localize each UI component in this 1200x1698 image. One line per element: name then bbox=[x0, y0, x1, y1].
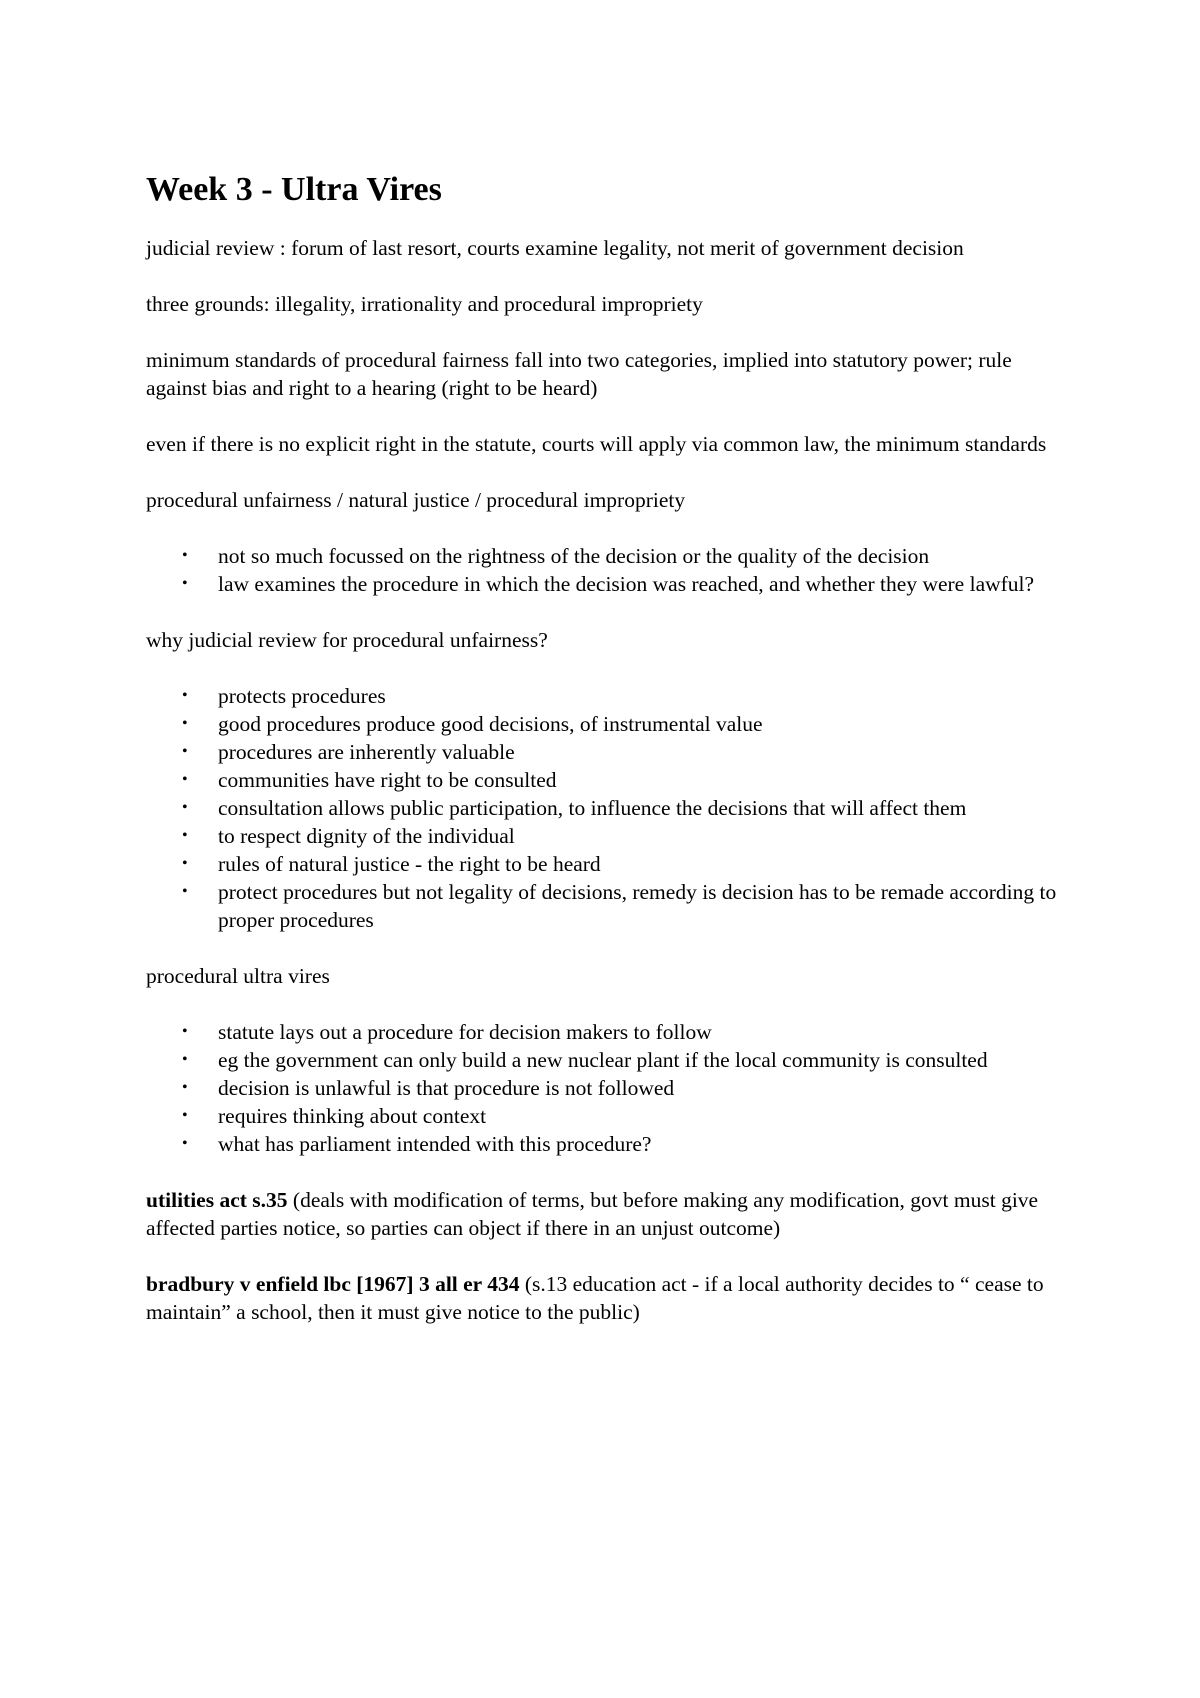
paragraph-minimum-standards: minimum standards of procedural fairness fall into two categories, implied into statutory power; rule against bias and right to a hearing (right to be heard) bbox=[146, 348, 1012, 400]
list-item: • protect procedures but not legality of decisions, remedy is decision has to be remade according to proper procedures bbox=[182, 880, 1057, 932]
paragraph-common-law: even if there is no explicit right in the statute, courts will apply via common law, the minimum standards bbox=[146, 432, 1047, 456]
bullet-icon: • bbox=[182, 771, 188, 788]
list-item: • rules of natural justice - the right to be heard bbox=[182, 852, 601, 876]
bullet-icon: • bbox=[182, 715, 188, 732]
paragraph-why-judicial-review: why judicial review for procedural unfairness? bbox=[146, 628, 548, 652]
case-description-utilities-act: (deals with modification of terms, but before making any modification, govt must give affected parties notice, so parties can object if there in an unjust outcome) bbox=[146, 1188, 1039, 1240]
bullet-icon: • bbox=[182, 575, 188, 592]
page-title: Week 3 - Ultra Vires bbox=[146, 171, 442, 208]
list-item: • requires thinking about context bbox=[182, 1104, 487, 1128]
bullet-icon: • bbox=[182, 799, 188, 816]
bullet-icon: • bbox=[182, 855, 188, 872]
bullet-icon: • bbox=[182, 547, 188, 564]
bullet-icon: • bbox=[182, 1023, 188, 1040]
bullet-list-procedural-ultra-vires bbox=[146, 1018, 1076, 1158]
list-item: • what has parliament intended with this procedure? bbox=[182, 1132, 652, 1156]
list-item: • procedures are inherently valuable bbox=[182, 740, 515, 764]
bullet-list-why-judicial-review bbox=[146, 682, 1076, 934]
bullet-icon: • bbox=[182, 1051, 188, 1068]
paragraph-procedural-unfairness: procedural unfairness / natural justice / procedural impropriety bbox=[146, 488, 686, 512]
paragraph-bradbury bbox=[146, 1270, 1076, 1326]
bullet-icon: • bbox=[182, 1107, 188, 1124]
case-name-bradbury: bradbury v enfield lbc [1967] 3 all er 434 bbox=[146, 1272, 520, 1296]
paragraph-three-grounds: three grounds: illegality, irrationality and procedural impropriety bbox=[146, 292, 703, 316]
list-item: • to respect dignity of the individual bbox=[182, 824, 515, 848]
list-item: • not so much focussed on the rightness of the decision or the quality of the decision bbox=[182, 544, 930, 568]
bullet-list-procedural-unfairness bbox=[146, 542, 1076, 598]
list-item: • communities have right to be consulted bbox=[182, 768, 557, 792]
bullet-icon: • bbox=[182, 1135, 188, 1152]
list-item: • statute lays out a procedure for decision makers to follow bbox=[182, 1020, 712, 1044]
bullet-icon: • bbox=[182, 687, 188, 704]
bullet-icon: • bbox=[182, 1079, 188, 1096]
list-item: • protects procedures bbox=[182, 684, 386, 708]
bullet-icon: • bbox=[182, 883, 188, 900]
case-description-bradbury: (s.13 education act - if a local authority decides to “ cease to maintain” a school, then it must give notice to the public) bbox=[146, 1272, 1044, 1324]
list-item: • decision is unlawful is that procedure is not followed bbox=[182, 1076, 675, 1100]
case-name-utilities-act: utilities act s.35 bbox=[146, 1188, 288, 1212]
bullet-icon: • bbox=[182, 743, 188, 760]
document-page bbox=[146, 170, 1076, 1354]
paragraph-procedural-ultra-vires: procedural ultra vires bbox=[146, 964, 330, 988]
list-item: • consultation allows public participation, to influence the decisions that will affect them bbox=[182, 796, 967, 820]
paragraph-judicial-review: judicial review : forum of last resort, courts examine legality, not merit of government decision bbox=[146, 236, 964, 260]
bullet-icon: • bbox=[182, 827, 188, 844]
paragraph-utilities-act bbox=[146, 1186, 1076, 1242]
list-item: • law examines the procedure in which the decision was reached, and whether they were lawful? bbox=[182, 572, 1035, 596]
list-item: • good procedures produce good decisions, of instrumental value bbox=[182, 712, 763, 736]
list-item: • eg the government can only build a new nuclear plant if the local community is consulted bbox=[182, 1048, 988, 1072]
